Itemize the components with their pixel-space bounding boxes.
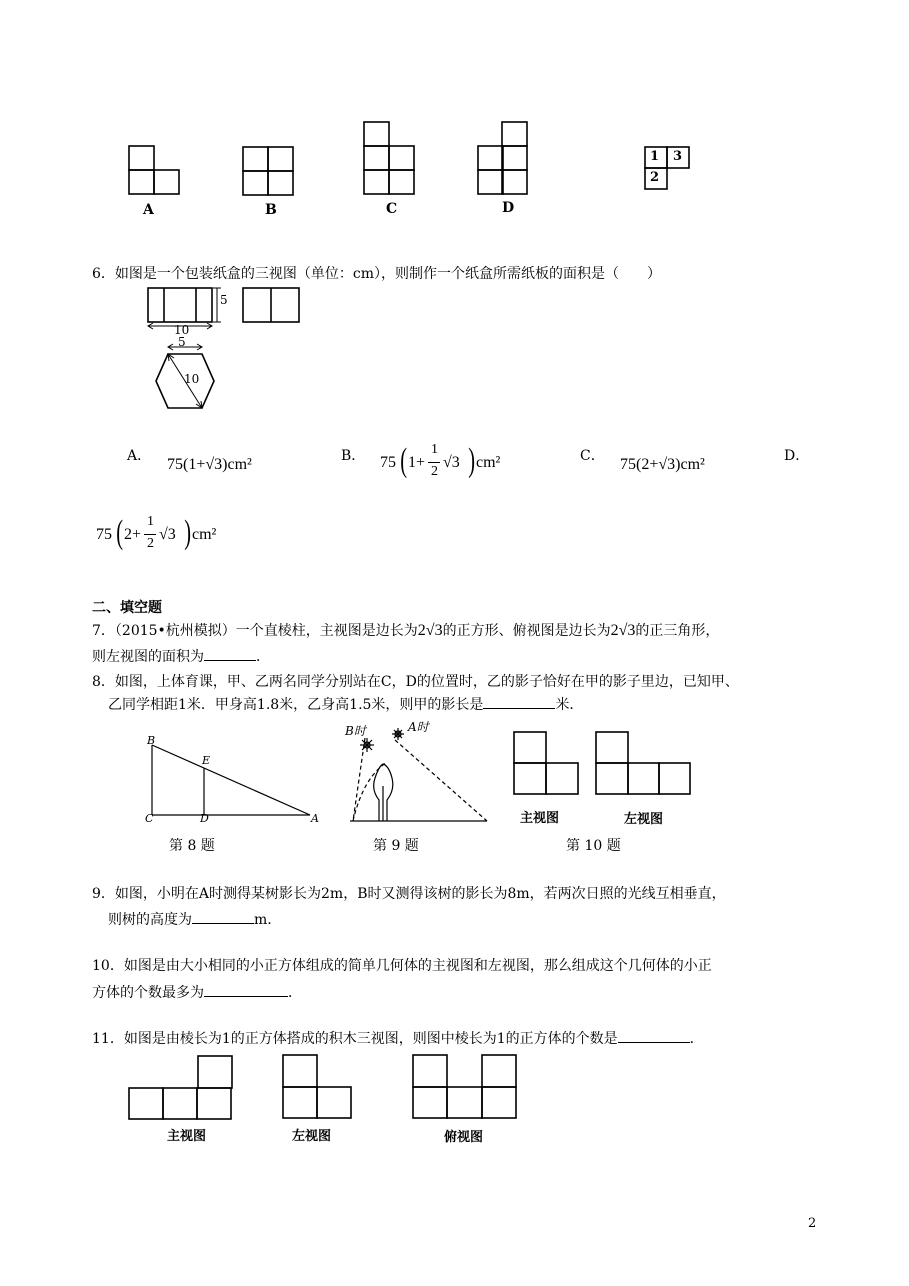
q6-b-unit: cm²	[476, 454, 501, 471]
q11-end: ．	[689, 1031, 704, 1047]
q11-front-view	[128, 1087, 236, 1121]
fig10-caption: 第 10 题	[566, 838, 621, 854]
q6-b-num: 1	[431, 442, 438, 457]
q5-option-d-label[interactable]: D	[502, 200, 515, 216]
q6-b-den: 2	[431, 464, 438, 479]
q9-answer-blank[interactable]	[192, 909, 254, 924]
fig8-label-b: B	[147, 734, 156, 747]
q5-option-a-label[interactable]: A	[143, 202, 154, 218]
q6-b-frac-bar	[428, 462, 440, 463]
q11-front-label: 主视图	[167, 1129, 207, 1144]
fig10-front-label: 主视图	[520, 811, 560, 826]
fig8-label-d: D	[200, 812, 209, 825]
q6-hex-dim-10: 10	[184, 372, 200, 386]
q5-option-c-label[interactable]: C	[386, 201, 398, 217]
q5-figure-c	[363, 121, 417, 197]
q6-text: 6．如图是一个包装纸盒的三视图（单位：cm），则制作一个纸盒所需纸板的面积是（ ）	[92, 266, 662, 282]
q7-line2	[92, 646, 270, 667]
fig8-label-a: A	[311, 812, 319, 825]
q6-option-a[interactable]: 75(1+√3)cm²	[167, 456, 252, 473]
ref-num-1: 1	[650, 149, 660, 164]
q6-b-lparen: (	[400, 442, 408, 479]
q7-end: ．	[256, 649, 270, 665]
q8-answer-blank[interactable]	[483, 694, 555, 709]
q10-end: ．	[288, 985, 302, 1001]
q7-value-2: 2√3	[610, 622, 636, 639]
q6-d-rparen: )	[184, 514, 192, 551]
fig8-label-e: E	[202, 754, 211, 767]
q7-text-a: 7．（2015•杭州模拟）一个直棱柱，主视图是边长为	[92, 623, 418, 639]
q6-b-prefix: 75	[380, 454, 396, 471]
q6-d-root: √3	[159, 526, 176, 543]
q6-d-lparen: (	[116, 514, 124, 551]
ref-num-2: 2	[650, 170, 660, 185]
q7-line1	[92, 621, 719, 641]
q10-line1: 10．如图是由大小相同的小正方体组成的简单几何体的主视图和左视图，那么组成这个几何体的小正	[92, 958, 712, 974]
q6-b-rparen: )	[468, 442, 476, 479]
section-heading: 二、填空题	[92, 600, 162, 616]
q8-line1: 8．如图，上体育课，甲、乙两名同学分别站在C，D的位置时，乙的影子恰好在甲的影子里边，已知甲、	[92, 674, 739, 690]
fig9-label-a-time: A时	[408, 720, 429, 734]
q8-end: 米．	[555, 697, 584, 713]
q6-option-b-label[interactable]: B．	[341, 448, 366, 464]
q6-d-frac-bar	[144, 534, 156, 535]
q11-front-view-top	[197, 1055, 235, 1089]
q10-answer-blank[interactable]	[204, 982, 288, 997]
q5-figure-b	[242, 146, 296, 198]
q5-option-b-label[interactable]: B	[265, 202, 277, 218]
fig8-caption: 第 8 题	[169, 838, 215, 854]
q6-option-d-label[interactable]: D．	[784, 448, 810, 464]
q11-text: 11．如图是由棱长为1的正方体搭成的积木三视图，则图中棱长为1的正方体的个数是	[92, 1031, 618, 1047]
q6-option-c[interactable]: 75(2+√3)cm²	[620, 456, 705, 473]
q7-text-b: 的正方形、俯视图是边长为	[442, 623, 611, 639]
q6-d-prefix: 75	[96, 526, 112, 543]
q11-left-label: 左视图	[292, 1129, 332, 1144]
q9-line1: 9．如图，小明在A时测得某树影长为2m，B时又测得该树的影长为8m，若两次日照的光线互相垂直，	[92, 886, 726, 902]
q11-answer-blank[interactable]	[618, 1028, 690, 1043]
q7-text-c: 的正三角形，	[635, 623, 720, 639]
q11-line1	[92, 1028, 704, 1049]
q10-line2	[92, 982, 302, 1003]
fig9-caption: 第 9 题	[373, 838, 419, 854]
q6-d-num: 1	[147, 514, 154, 529]
q10-text-line2: 方体的个数最多为	[92, 985, 204, 1001]
q9-end: m.	[254, 912, 272, 928]
q5-figure-a	[128, 145, 183, 197]
q6-hex-dim-5: 5	[178, 335, 186, 349]
fig8-label-c: C	[145, 812, 154, 825]
q6-dim-5: 5	[220, 293, 228, 307]
page-number: 2	[808, 1216, 817, 1231]
q7-answer-blank[interactable]	[204, 646, 256, 661]
q6-dim-10: 10	[174, 323, 190, 337]
q6-d-unit: cm²	[192, 526, 217, 543]
q7-text-line2: 则左视图的面积为	[92, 649, 204, 665]
ref-num-3: 3	[673, 149, 683, 164]
fig10-left-view	[595, 731, 693, 797]
q11-left-view	[282, 1054, 354, 1122]
q9-text-line2: 则树的高度为	[108, 912, 192, 928]
fig8-shadow-diagram	[145, 735, 325, 825]
fig9-label-b-time: B时	[345, 724, 366, 738]
q6-d-den: 2	[147, 536, 154, 551]
q8-line2	[108, 694, 583, 715]
q9-line2	[108, 909, 272, 930]
fig10-front-view	[513, 731, 581, 797]
q6-b-inner: 1+	[408, 454, 426, 471]
q6-option-a-label[interactable]: A．	[127, 448, 152, 464]
q11-top-label: 俯视图	[444, 1130, 484, 1145]
fig10-left-label: 左视图	[624, 812, 664, 827]
q8-text-line2: 乙同学相距1米．甲身高1.8米，乙身高1.5米，则甲的影长是	[108, 697, 484, 713]
q5-figure-d	[477, 121, 531, 197]
q7-value-1: 2√3	[417, 622, 443, 639]
q6-d-inner: 2+	[124, 526, 142, 543]
q6-b-root: √3	[443, 454, 460, 471]
q11-top-view	[412, 1054, 520, 1122]
q6-option-c-label[interactable]: C．	[580, 448, 605, 464]
